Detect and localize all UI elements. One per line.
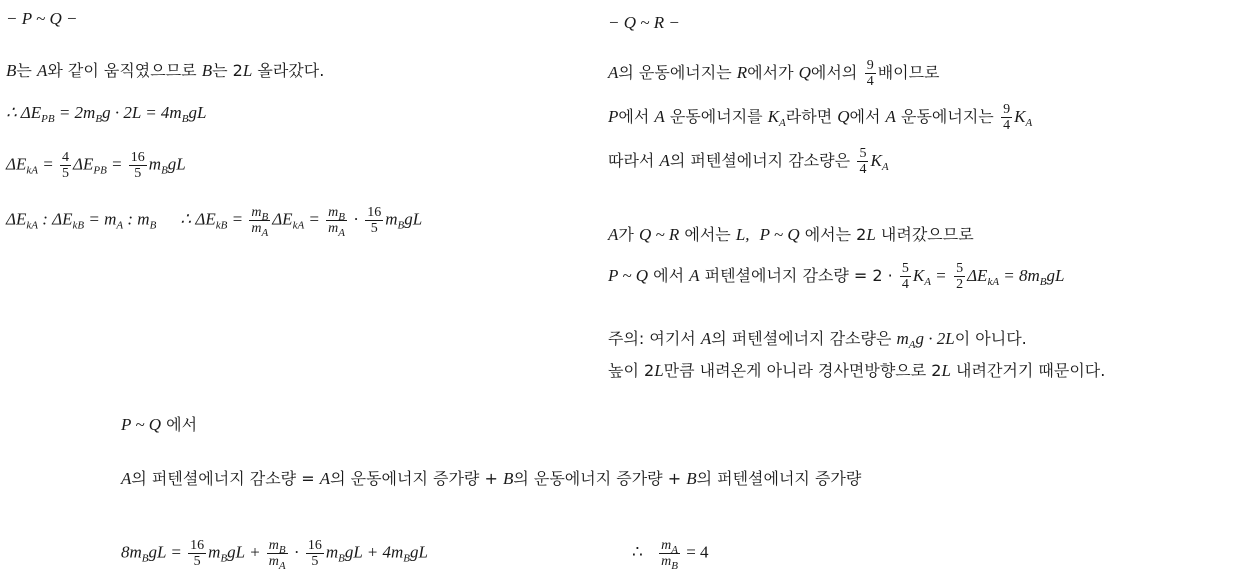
txt: L,: [735, 225, 750, 244]
sub: B: [397, 219, 405, 232]
txt: : ΔE: [37, 209, 73, 229]
sub: B: [403, 552, 410, 565]
txt: m: [661, 538, 672, 553]
txt: 에서: [618, 107, 655, 126]
txt: m: [251, 221, 262, 236]
txt: K: [767, 107, 780, 126]
right-line-3: [608, 146, 889, 177]
txt: A: [36, 61, 48, 80]
txt: 퍼텐셜에너지 감소량 = 2 ·: [699, 266, 898, 285]
right-line-1: [608, 58, 940, 89]
txt: = 4: [681, 542, 709, 562]
fraction: [306, 538, 324, 569]
txt: Q: [837, 107, 850, 126]
sub: A: [116, 219, 124, 232]
txt: =: [227, 209, 244, 229]
txt: =: [37, 154, 54, 174]
txt: P: [608, 107, 619, 126]
left-heading: − P ~ Q −: [6, 9, 78, 28]
sub: A: [278, 560, 286, 572]
left-eq-pb: [6, 102, 206, 124]
fraction: [188, 538, 206, 569]
right-line-4: [608, 224, 974, 246]
sub: A: [881, 161, 889, 173]
txt: 주의: 여기서: [608, 329, 701, 348]
txt: R: [736, 63, 748, 82]
txt: 는: [16, 61, 37, 80]
right-note-2: [608, 360, 1105, 382]
txt: B: [502, 469, 514, 488]
txt: = m: [84, 209, 117, 229]
sub: PB: [41, 113, 55, 125]
sub: B: [149, 219, 157, 232]
num: 16: [367, 205, 382, 220]
txt: 에서: [849, 107, 886, 126]
txt: gL +: [227, 542, 261, 562]
txt: gL: [404, 209, 423, 229]
txt: 의 운동에너지 증가량 +: [513, 469, 687, 488]
den: [326, 221, 347, 239]
sub: B: [161, 164, 168, 177]
txt: P ~ Q: [759, 225, 800, 244]
txt: 8m: [121, 542, 142, 562]
den: 5: [311, 554, 319, 569]
den: [659, 554, 680, 572]
den: 4: [901, 277, 909, 292]
sub: B: [141, 552, 149, 565]
sub: B: [1039, 276, 1047, 288]
txt: m: [896, 329, 909, 348]
sub: B: [95, 113, 103, 125]
left-move-line: [6, 60, 324, 82]
txt: B: [201, 61, 213, 80]
fraction: [865, 58, 876, 89]
num: 5: [956, 261, 964, 276]
txt: 의 퍼텐셜에너지 증가량: [696, 469, 862, 488]
sub: B: [220, 552, 228, 565]
txt: L: [941, 361, 951, 380]
txt: ΔE: [6, 209, 27, 229]
den: 5: [193, 554, 201, 569]
txt: ∴ ΔE: [6, 103, 42, 122]
fraction: [1001, 102, 1012, 133]
den: 5: [370, 221, 378, 236]
num: 9: [866, 58, 874, 73]
txt: gL: [188, 103, 207, 122]
fraction: [954, 261, 965, 292]
txt: 내려갔으므로: [875, 225, 974, 244]
txt: ·: [349, 209, 364, 229]
sub: A: [924, 276, 931, 288]
sub: kB: [72, 219, 85, 232]
txt: gL: [1046, 266, 1065, 285]
num: [267, 538, 288, 556]
sub: PB: [93, 164, 107, 177]
den: 4: [859, 162, 867, 177]
sub: A: [908, 339, 916, 351]
txt: m: [661, 554, 672, 569]
txt: ∴: [632, 542, 643, 562]
txt: gL: [148, 542, 167, 562]
txt: = 8m: [999, 266, 1040, 285]
txt: m: [148, 154, 162, 174]
txt: 만큼 내려온게 아니라 경사면방향으로 2: [663, 361, 942, 380]
txt: 내려간거기 때문이다.: [950, 361, 1106, 380]
left-eq-eka: [6, 150, 186, 181]
txt: ΔE: [272, 209, 293, 229]
txt: m: [251, 205, 262, 220]
txt: 에서: [161, 415, 198, 434]
fraction: [326, 205, 347, 239]
txt: =: [304, 209, 320, 229]
sub: A: [671, 544, 678, 556]
num: [249, 205, 270, 223]
left-eq-ratio: [6, 205, 423, 239]
num: 5: [859, 146, 867, 161]
txt: L: [654, 361, 664, 380]
right-heading: − Q ~ R −: [608, 13, 680, 32]
sub: A: [261, 227, 269, 239]
txt: : m: [123, 209, 150, 229]
txt: 의 퍼텐셜에너지 감소량은: [669, 151, 851, 170]
txt: ΔE: [967, 266, 988, 285]
txt: 에서: [648, 266, 690, 285]
txt: 배이므로: [877, 63, 940, 82]
sub: kB: [215, 219, 228, 232]
right-line-5: [608, 261, 1065, 292]
fraction: [900, 261, 911, 292]
txt: A: [121, 469, 132, 488]
fraction: [267, 538, 288, 572]
txt: Q: [798, 63, 811, 82]
txt: A: [608, 63, 619, 82]
sub: kA: [26, 164, 38, 177]
txt: 에서는 2: [799, 225, 867, 244]
fraction: [365, 205, 383, 236]
txt: L: [242, 61, 253, 80]
txt: = 2m: [54, 103, 96, 122]
bottom-heading: [121, 414, 197, 436]
txt: 에서는: [679, 225, 736, 244]
sub: A: [1025, 117, 1033, 129]
txt: m: [328, 205, 339, 220]
txt: 이 아니다.: [954, 329, 1027, 348]
txt: 올라갔다.: [252, 61, 325, 80]
txt: m: [385, 209, 398, 229]
txt: A: [700, 329, 712, 348]
txt: 에서가: [747, 63, 799, 82]
txt: 가: [618, 225, 639, 244]
txt: A: [654, 107, 665, 126]
txt: ΔE: [72, 154, 94, 174]
den: 4: [1003, 118, 1011, 133]
txt: 의 운동에너지 증가량 +: [330, 469, 503, 488]
txt: A: [689, 266, 700, 285]
num: 16: [130, 150, 145, 165]
num: 16: [190, 538, 205, 553]
den: [267, 554, 288, 572]
fraction: [249, 205, 270, 239]
sub: kA: [26, 219, 38, 232]
txt: g · 2L = 4m: [102, 103, 182, 122]
den: 2: [956, 277, 964, 292]
sub: B: [338, 552, 345, 565]
sub: B: [338, 211, 346, 223]
num: [659, 538, 680, 556]
sub: A: [338, 227, 346, 239]
txt: K: [870, 151, 882, 170]
txt: A: [319, 469, 331, 488]
txt: m: [325, 542, 339, 562]
txt: P ~ Q: [608, 266, 649, 285]
den: 4: [866, 74, 874, 89]
den: 5: [61, 166, 69, 181]
num: 5: [901, 261, 909, 276]
txt: m: [208, 542, 221, 562]
txt: 운동에너지를: [664, 107, 768, 126]
fraction: [857, 146, 868, 177]
txt: A: [885, 107, 896, 126]
num: 9: [1003, 102, 1011, 117]
bottom-equation: [121, 538, 428, 572]
bottom-energy-statement: [121, 468, 861, 490]
txt: K: [1014, 107, 1026, 126]
fraction: [60, 150, 71, 181]
sub: kA: [987, 276, 1000, 288]
txt: =: [166, 542, 182, 562]
den: 5: [134, 166, 142, 181]
txt: 라하면: [785, 107, 838, 126]
txt: m: [268, 554, 279, 569]
txt: ∴ ΔE: [180, 209, 216, 229]
fraction: [659, 538, 680, 572]
sub: B: [181, 113, 189, 125]
right-note-1: [608, 328, 1027, 350]
num: [326, 205, 347, 223]
sub: kA: [292, 219, 305, 232]
txt: =: [106, 154, 123, 174]
txt: Q ~ R: [638, 225, 680, 244]
txt: A: [608, 225, 619, 244]
bottom-result: [632, 538, 709, 572]
txt: 의 운동에너지는: [618, 63, 737, 82]
txt: ΔE: [6, 154, 27, 174]
txt: B: [686, 469, 697, 488]
sub: B: [278, 544, 286, 556]
txt: 는 2: [212, 61, 243, 80]
txt: m: [328, 221, 339, 236]
den: [249, 221, 270, 239]
right-line-2: [608, 102, 1032, 133]
sub: B: [261, 211, 269, 223]
txt: ·: [289, 542, 304, 562]
sub: B: [671, 560, 678, 572]
txt: P ~ Q: [121, 415, 162, 434]
txt: 따라서: [608, 151, 660, 170]
txt: 에서의: [810, 63, 858, 82]
txt: A: [659, 151, 670, 170]
num: 4: [61, 150, 69, 165]
txt: 운동에너지는: [895, 107, 994, 126]
sub: A: [779, 117, 786, 129]
txt: 의 퍼텐셜에너지 감소량은: [711, 329, 897, 348]
txt: gL: [167, 154, 186, 174]
txt: g · 2L: [915, 329, 955, 348]
txt: =: [930, 266, 947, 285]
txt: B: [6, 61, 17, 80]
txt: 의 퍼텐셜에너지 감소량 =: [131, 469, 320, 488]
txt: m: [268, 538, 279, 553]
num: 16: [307, 538, 322, 553]
txt: 와 같이 움직였으므로: [47, 61, 202, 80]
txt: 높이 2: [608, 361, 655, 380]
txt: gL + 4m: [344, 542, 404, 562]
fraction: [129, 150, 147, 181]
txt: gL: [409, 542, 428, 562]
txt: L: [866, 225, 876, 244]
txt: K: [912, 266, 925, 285]
